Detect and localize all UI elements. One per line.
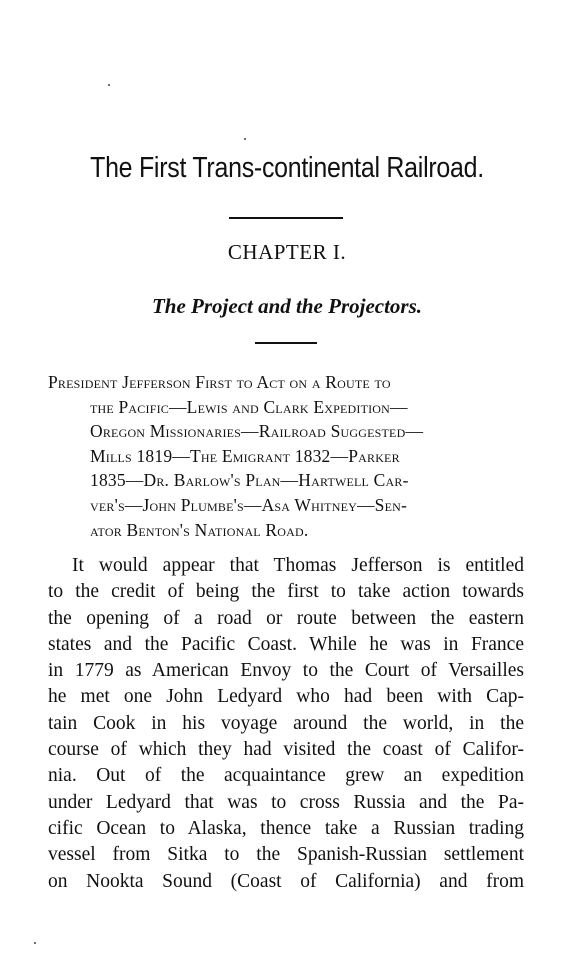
chapter-synopsis: [48, 370, 526, 542]
scan-speck: [244, 138, 246, 140]
chapter-heading: CHAPTER I.: [227, 240, 347, 264]
text-line: the opening of a road or route between the eastern: [48, 607, 524, 629]
text-line: course of which they had visited the coast of Califor-: [48, 739, 524, 761]
text-line: he met one John Ledyard who had been with Cap-: [48, 686, 524, 708]
text-line: cific Ocean to Alaska, thence take a Russian trading: [48, 817, 524, 839]
scan-speck: [108, 84, 110, 86]
synopsis-line: ver's—John Plumbe's—Asa Whitney—Sen-: [90, 494, 408, 515]
synopsis-line: 1835—Dr. Barlow's Plan—Hartwell Car-: [90, 470, 409, 491]
synopsis-line: ator Benton's National Road.: [90, 519, 309, 540]
text-line: nia. Out of the acquaintance grew an expedition: [48, 765, 524, 787]
text-line: in 1779 as American Envoy to the Court of Versailles: [48, 660, 524, 682]
title-divider: [229, 217, 343, 219]
subtitle-divider: [255, 342, 317, 344]
text-line: It would appear that Thomas Jefferson is entitled: [72, 555, 524, 576]
synopsis-line: President Jefferson First to Act on a Route to: [48, 372, 391, 392]
synopsis-line: the Pacific—Lewis and Clark Expedition—: [90, 396, 408, 417]
body-paragraph: [48, 553, 524, 895]
text-line: under Ledyard that was to cross Russia and the Pa-: [48, 791, 524, 813]
text-line: states and the Pacific Coast. While he was in France: [48, 633, 524, 655]
text-line: on Nookta Sound (Coast of California) and from: [48, 870, 524, 892]
chapter-subtitle: The Project and the Projectors.: [151, 294, 423, 318]
text-line: tain Cook in his voyage around the world, in the: [48, 712, 524, 734]
text-line: vessel from Sitka to the Spanish-Russian settlement: [48, 844, 524, 866]
scan-speck: [34, 942, 36, 944]
text-line: to the credit of being the first to take action towards: [48, 581, 524, 603]
synopsis-line: Oregon Missionaries—Railroad Suggested—: [90, 421, 424, 442]
synopsis-line: Mills 1819—The Emigrant 1832—Parker: [90, 445, 400, 466]
page-title: The First Trans-continental Railroad.: [90, 152, 484, 184]
